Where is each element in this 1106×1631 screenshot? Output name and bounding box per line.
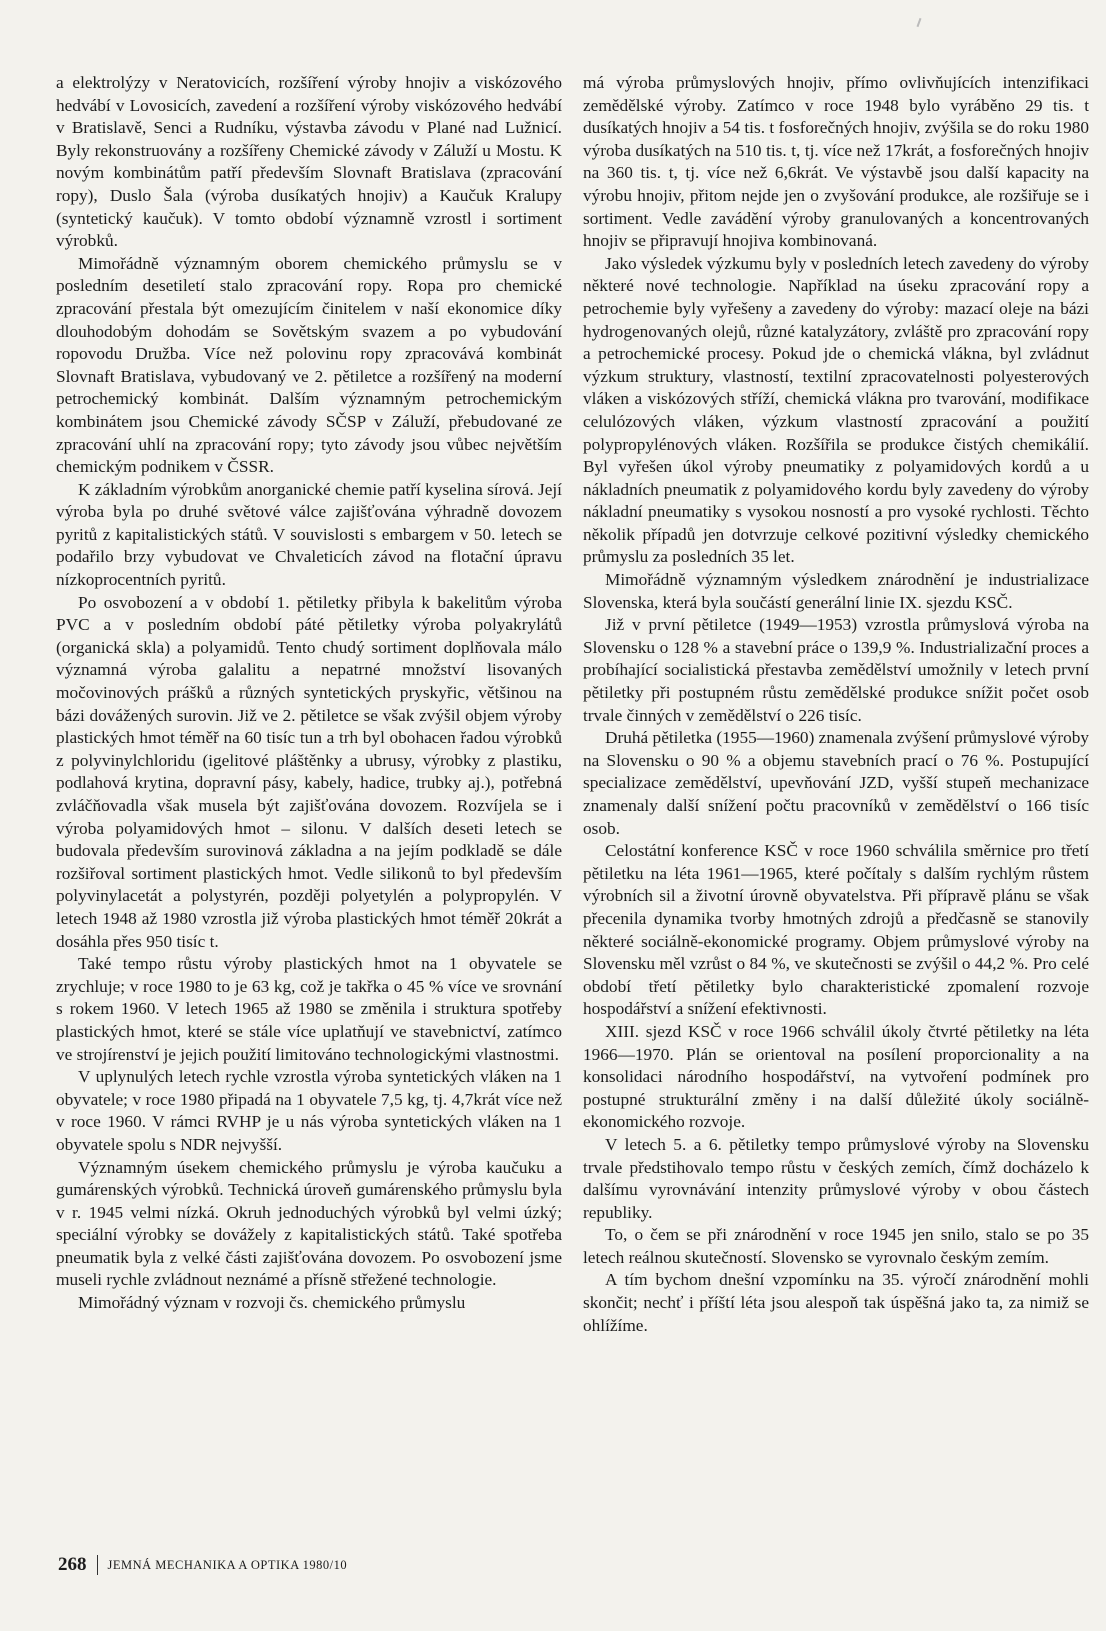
paragraph: Druhá pětiletka (1955—1960) znamenala zvýšení průmyslové výroby na Slovensku o 90 % a objemu stavebních prací o 76 %. Postupující specializace zemědělství, upevňování JZD, vyšší stupeň mechanizace znamenaly další snížení počtu pracovníků v zemědělství o 166 tisíc osob.: [583, 728, 1089, 838]
paragraph: Také tempo růstu výroby plastických hmot na 1 obyvatele se zrychluje; v roce 1980 to je 63 kg, což je takřka o 45 % více ve srovnání s rokem 1960. V letech 1965 až 1980 se změnila i struktura spotřeby plastických hmot, které se stále více uplatňují ve stavebnictví, zatímco ve strojírenství je jejich použití limitováno technologickými vlastnostmi.: [56, 954, 562, 1064]
page-footer: [58, 1554, 347, 1576]
paragraph: Mimořádně významným výsledkem znárodnění je industrializace Slovenska, která byla součástí generální linie IX. sjezdu KSČ.: [583, 570, 1089, 612]
left-column: [56, 72, 562, 1315]
paragraph: Významným úsekem chemického průmyslu je výroba kaučuku a gumárenských výrobků. Technická úroveň gumárenského průmyslu byla v r. 1945 velmi nízká. Okruh jednoduchých výrobků byl velmi úzký; speciální výrobky se dovážely z kapitalistických států. Také spotřeba pneumatik byla z velké části zajišťována dovozem. Po osvobození jsme museli rychle zvládnout neznámé a přísně střežené technologie.: [56, 1157, 562, 1290]
paragraph: V uplynulých letech rychle vzrostla výroba syntetických vláken na 1 obyvatele; v roce 1980 připadá na 1 obyvatele 7,5 kg, tj. 4,7krát více než v roce 1960. V rámci RVHP je u nás výroba syntetických vláken na 1 obyvatele spolu s NDR nejvyšší.: [56, 1067, 562, 1154]
paragraph: V letech 5. a 6. pětiletky tempo průmyslové výroby na Slovensku trvale předstihovalo tempo růstu v českých zemích, čímž docházelo k dalšímu vyrovnávání intenzity průmyslové výroby v obou částech republiky.: [583, 1134, 1089, 1222]
paragraph: K základním výrobkům anorganické chemie patří kyselina sírová. Její výroba byla po druhé světové válce zajišťována výhradně dovozem pyritů z kapitalistických států. V souvislosti s embargem v 50. letech se podařilo brzy vybudovat ve Chvaleticích závod na flotační úpravu nízkoprocentních pyritů.: [56, 479, 562, 590]
paragraph: Již v první pětiletce (1949—1953) vzrostla průmyslová výroba na Slovensku o 128 % a stavební práce o 139,9 %. Industrializační proces a probíhající socialistická přestavba zemědělství umožnily v letech první pětiletky při postupném růstu zemědělské produkce snížit počet osob trvale činných v zemědělství o 226 tisíc.: [583, 615, 1089, 725]
scan-mark: [917, 18, 922, 27]
paragraph: To, o čem se při znárodnění v roce 1945 jen snilo, stalo se po 35 letech reálnou skutečností. Slovensko se vyrovnalo českým zemím.: [583, 1225, 1089, 1267]
paragraph: A tím bychom dnešní vzpomínku na 35. výročí znárodnění mohli skončit; nechť i příští léta jsou alespoň tak úspěšná jako ta, za nimiž se ohlížíme.: [583, 1270, 1089, 1335]
paragraph: Celostátní konference KSČ v roce 1960 schválila směrnice pro třetí pětiletku na léta 1961—1965, které počítaly s dalším rychlým růstem výrobních sil a životní úrovně obyvatelstva. Při přípravě plánu se však přecenila dynamika tvorby hmotných zdrojů a předčasně se stanovily některé sociálně-ekonomické programy. Objem průmyslové výroby na Slovensku měl vzrůst o 84 %, ve skutečnosti se zvýšil o 44,2 %. Pro celé období třetí pětiletky bylo charakteristické zpomalení rozvoje hospodářství a snížení efektivnosti.: [583, 841, 1089, 1019]
right-column: [583, 72, 1089, 1337]
footer-divider: [97, 1555, 98, 1575]
paragraph: a elektrolýzy v Neratovicích, rozšíření výroby hnojiv a viskózového hedvábí v Lovosicích, zavedení a rozšíření výroby viskózového hedvábí v Bratislavě, Senci a Rudníku, výstavba závodu v Plané nad Lužnicí. Byly rekonstruovány a rozšířeny Chemické závody v Záluží u Mostu. K novým kombinátům patří především Slovnaft Bratislava (zpracování ropy), Duslo Šala (výroba dusíkatých hnojiv) a Kaučuk Kralupy (syntetický kaučuk). V tomto období významně vzrostl i sortiment výrobků.: [56, 73, 562, 251]
paragraph: Mimořádný význam v rozvoji čs. chemického průmyslu: [78, 1293, 466, 1313]
paragraph: má výroba průmyslových hnojiv, přímo ovlivňujících intenzifikaci zemědělské výroby. Zatímco v roce 1948 bylo vyráběno 29 tis. t dusíkatých hnojiv a 54 tis. t fosforečných hnojiv, zvýšila se do roku 1980 výroba dusíkatých na 510 tis. t, tj. více než 17krát, a fosforečných hnojiv na 360 tis. t, tj. více než 6,6krát. Ve výstavbě jsou další kapacity na výrobu hnojiv, přitom nejde jen o zvyšování produkce, ale rozšiřuje se i sortiment. Vedle zavádění výroby granulovaných a koncentrovaných hnojiv se připravují hnojiva kombinovaná.: [583, 73, 1089, 251]
page-number: 268: [58, 1554, 87, 1575]
paragraph: Jako výsledek výzkumu byly v posledních letech zavedeny do výroby některé nové technologie. Například na úseku zpracování ropy a petrochemie byly vyřešeny a zavedeny do výroby: mazací oleje na bázi hydrogenovaných olejů, různé katalyzátory, zvláště pro zpracování ropy a petrochemické procesy. Pokud jde o chemická vlákna, byl zvládnut výzkum struktury, vlastností, textilní zpracovatelnosti polyesterových vláken a viskózových stříží, chemická vlákna pro tvarování, modifikace celulózových vláken, výzkum vlastností zpracování a použití polypropylénových vláken. Rozšířila se produkce čistých chemikálií. Byl vyřešen úkol výroby pneumatiky z polyamidových kordů a u nákladních pneumatik z polyamidového kordu byly zavedeny do výroby nákladní pneumatiky s vysokou nosností a pro vysoké rychlosti. Těchto několik případů jen dotvrzuje celkové pozitivní výsledky chemického průmyslu za posledních 35 let.: [583, 253, 1089, 567]
paragraph: XIII. sjezd KSČ v roce 1966 schválil úkoly čtvrté pětiletky na léta 1966—1970. Plán se orientoval na posílení proporcionality a na konsolidaci národního hospodářství, na vytvoření podmínek pro postupné strukturální změny i na další důležité úkoly sociálně-ekonomického rozvoje.: [583, 1021, 1089, 1132]
paragraph: Po osvobození a v období 1. pětiletky přibyla k bakelitům výroba PVC a v posledním období páté pětiletky výroba polyakrylátů (organická skla) a polyamidů. Tento chudý sortiment doplňovala málo významná výroba galalitu a nepatrné množství lisovaných močovinových prášků a různých syntetických pryskyřic, většinou na bázi dovážených surovin. Již ve 2. pětiletce se však zvýšil objem výroby plastických hmot téměř na 60 tisíc tun a trh byl obohacen řadou výrobků z polyvinylchloridu (igelitové pláštěnky a ubrusy, výrobky z plastiku, podlahová krytina, dopravní pásy, kabely, hadice, trubky aj.), potřebná zvláčňovadla však musela být zajišťována dovozem. Rozvíjela se i výroba polyamidových hmot – silonu. V dalších deseti letech se budovala především surovinová základna a na jejím podkladě se dále rozšiřoval sortiment plastických hmot. Vedle silikonů to byl především polyvinylacetát a polystyrén, později polyetylén a polypropylén. V letech 1948 až 1980 vzrostla již výroba plastických hmot téměř 20krát a dosáhla přes 950 tisíc t.: [56, 592, 562, 951]
paragraph: Mimořádně významným oborem chemického průmyslu se v posledním desetiletí stalo zpracování ropy. Ropa pro chemické zpracování přestala být omezujícím činitelem v naší ekonomice díky dlouhodobým dohodám se Sovětským svazem a po vybudování ropovodu Družba. Více než polovinu ropy zpracovává kombinát Slovnaft Bratislava, vybudovaný ve 2. pětiletce a rozšířený na moderní petrochemický kombinát. Dalším významným petrochemickým kombinátem jsou Chemické závody SČSP v Záluží, přebudované ze zpracování uhlí na zpracování ropy; tyto závody jsou vůbec největším chemickým podnikem v ČSSR.: [56, 253, 562, 477]
journal-title: JEMNÁ MECHANIKA A OPTIKA 1980/10: [107, 1557, 348, 1572]
